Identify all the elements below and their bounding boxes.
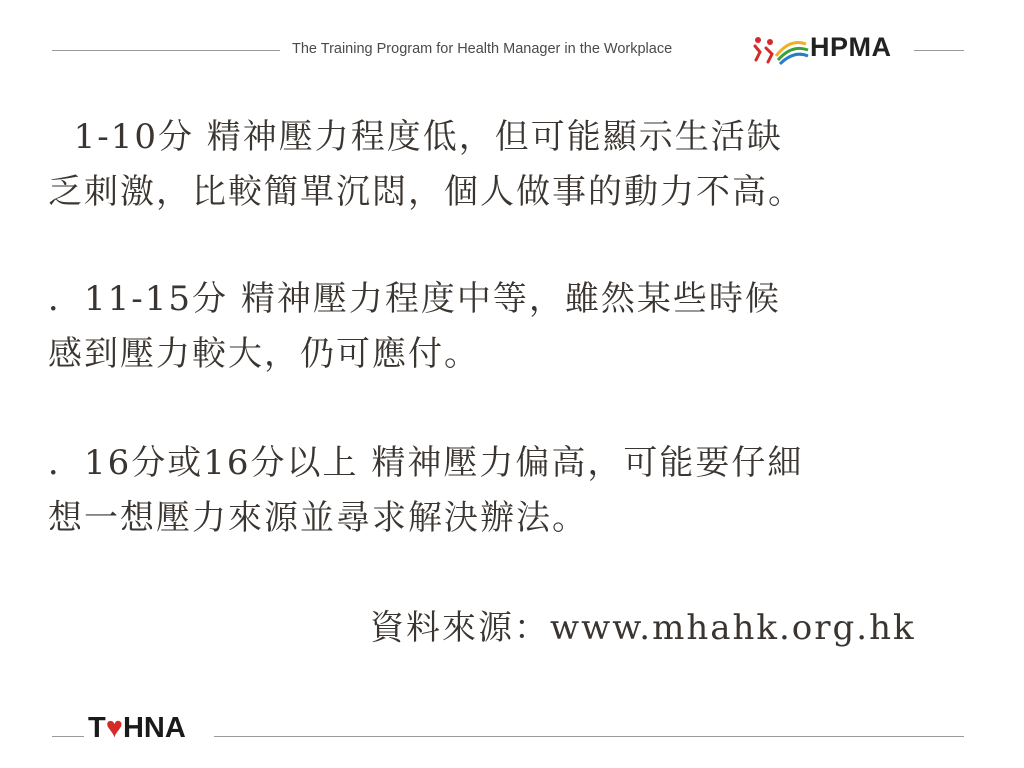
paragraph-1-line-2: 乏刺激，比較簡單沉悶，個人做事的動力不高。 (48, 172, 804, 212)
heart-icon: ♥ (105, 712, 123, 744)
header-rule-left (52, 50, 280, 51)
paragraph-2-line-2: 感到壓力較大，仍可應付。 (48, 334, 480, 374)
paragraph-3-line-2: 想一想壓力來源並尋求解決辦法。 (48, 498, 588, 538)
paragraph-3-line-1: ．16分或16分以上 精神壓力偏高，可能要仔細 (48, 443, 804, 483)
header-rule-right (914, 50, 964, 51)
footer-rule-right (214, 736, 964, 737)
paragraph-1-line-1: 1-10分 精神壓力程度低，但可能顯示生活缺 (48, 117, 783, 157)
tohna-logo (88, 712, 208, 748)
paragraph-2-line-1: ．11-15分 精神壓力程度中等，雖然某些時候 (48, 279, 781, 319)
paragraph-3 (48, 436, 998, 546)
paragraph-1 (48, 110, 998, 220)
footer-rule-left (52, 736, 84, 737)
tohna-logo-text: T♥HNA (88, 712, 186, 744)
paragraph-2 (48, 272, 998, 382)
source-citation: 資料來源：www.mhahk.org.hk (370, 608, 916, 648)
program-title: The Training Program for Health Manager in the Workplace (292, 41, 673, 57)
hpma-logo-text: HPMA (810, 32, 892, 62)
